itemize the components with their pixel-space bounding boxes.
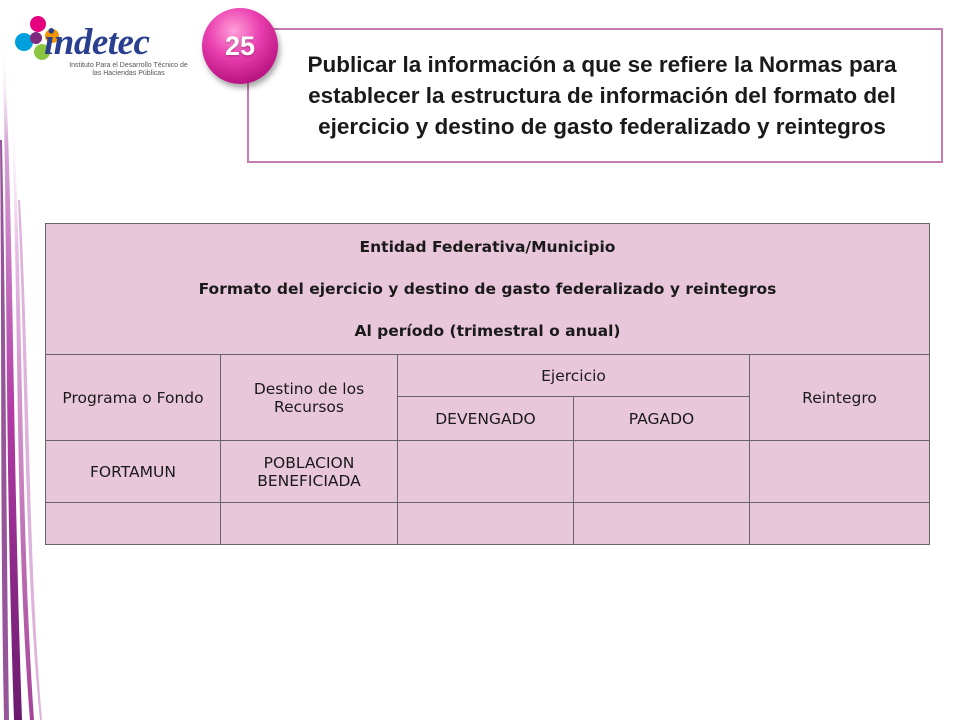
title-box (247, 28, 943, 163)
col-header-devengado: DEVENGADO (398, 397, 574, 441)
cell-programa: FORTAMUN (46, 441, 221, 503)
cell-pagado (574, 441, 750, 503)
col-header-reintegro: Reintegro (750, 355, 930, 441)
item-number-badge: 25 (202, 8, 278, 84)
format-table (45, 223, 930, 545)
col-header-destino: Destino de los Recursos (221, 355, 398, 441)
table-header-block (46, 224, 930, 355)
cell-reintegro (750, 503, 930, 545)
table-row (46, 503, 930, 545)
cell-pagado (574, 503, 750, 545)
table-row (46, 441, 930, 503)
header-period-line: Al período (trimestral o anual) (354, 322, 621, 340)
logo-petal-center (30, 32, 42, 44)
cell-destino (221, 503, 398, 545)
logo-tagline: Instituto Para el Desarrollo Técnico de las Haciendas Públicas (69, 62, 188, 77)
cell-destino: POBLACION BENEFICIADA (221, 441, 398, 503)
logo-wordmark: indetec (44, 22, 150, 63)
page-title: Publicar la información a que se refiere la Normas para establecer la estructura de información del formato del ejercicio y destino de gasto federalizado y reintegros (307, 52, 897, 139)
indetec-logo (8, 10, 198, 80)
header-entity-line: Entidad Federativa/Municipio (359, 238, 616, 256)
header-format-line: Formato del ejercicio y destino de gasto federalizado y reintegros (198, 280, 777, 298)
cell-programa (46, 503, 221, 545)
cell-devengado (398, 441, 574, 503)
cell-devengado (398, 503, 574, 545)
cell-reintegro (750, 441, 930, 503)
col-header-ejercicio: Ejercicio (398, 355, 750, 397)
col-header-pagado: PAGADO (574, 397, 750, 441)
col-header-programa: Programa o Fondo (46, 355, 221, 441)
logo-petal-left (15, 33, 33, 51)
